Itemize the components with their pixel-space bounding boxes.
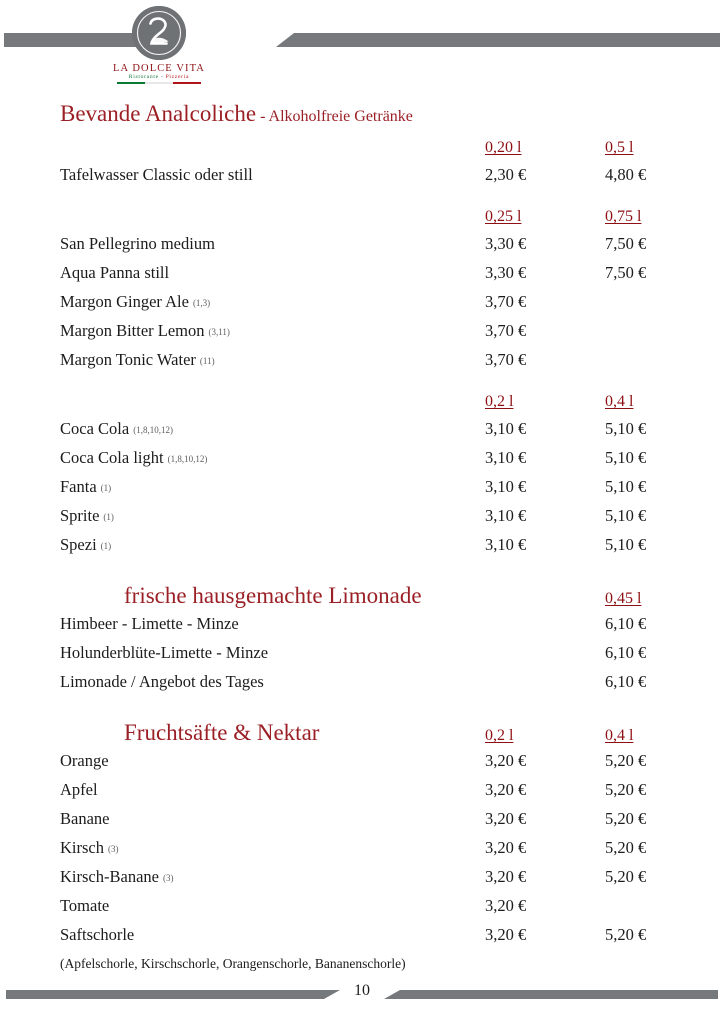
item-allergens: (3)	[108, 844, 119, 854]
item-price-2: 5,20 €	[605, 780, 647, 799]
menu-item-row[interactable]	[0, 350, 724, 379]
section-title-bevande	[60, 102, 485, 125]
item-price-1: 2,30 €	[485, 165, 527, 184]
menu-item-row[interactable]	[0, 780, 724, 809]
item-name: Tafelwasser Classic oder still	[60, 165, 253, 184]
item-name: Aqua Panna still	[60, 263, 170, 282]
menu-item-row[interactable]	[0, 477, 724, 506]
item-price-1: 3,70 €	[485, 350, 527, 369]
menu-item-row[interactable]	[0, 925, 724, 954]
item-name: Margon Bitter Lemon (3,11)	[60, 321, 230, 340]
item-name: Limonade / Angebot des Tages	[60, 672, 264, 691]
menu-item-row[interactable]	[0, 448, 724, 477]
item-allergens: (1)	[103, 512, 114, 522]
logo-wordmark: LA DOLCE VITA	[112, 63, 205, 74]
item-name: Saftschorle	[60, 925, 135, 944]
item-name: Sprite (1)	[60, 506, 114, 525]
item-name: Himbeer - Limette - Minze	[60, 614, 239, 633]
item-price-2: 5,10 €	[605, 535, 647, 554]
menu-item-row[interactable]	[0, 751, 724, 780]
item-price-2: 4,80 €	[605, 165, 647, 184]
item-price-1: 3,30 €	[485, 234, 527, 253]
item-name: Orange	[60, 751, 109, 770]
logo-tagline	[106, 75, 212, 81]
item-allergens: (3)	[162, 873, 174, 883]
item-price-2: 6,10 €	[605, 643, 647, 662]
item-price-1: 3,10 €	[485, 419, 527, 438]
page-footer	[0, 980, 724, 1010]
item-name: Margon Tonic Water (11)	[60, 350, 215, 369]
item-price-1: 3,10 €	[485, 535, 527, 554]
item-price-1: 3,70 €	[485, 292, 527, 311]
page-number: 10	[354, 982, 370, 999]
item-price-1: 3,20 €	[485, 867, 527, 886]
item-name: Holunderblüte-Limette - Minze	[60, 643, 269, 662]
menu-item-row[interactable]	[0, 838, 724, 867]
menu-item-row[interactable]	[0, 292, 724, 321]
price-header-row	[0, 208, 724, 234]
item-price-2: 5,10 €	[605, 419, 647, 438]
volume-header-1: 0,20 l	[485, 139, 522, 156]
item-name: Kirsch (3)	[60, 838, 119, 857]
item-price-2: 5,20 €	[605, 925, 647, 944]
item-allergens: (11)	[199, 356, 215, 366]
volume-header-2: 0,5 l	[605, 139, 634, 156]
item-allergens: (1,3)	[192, 298, 211, 308]
item-allergens: (1,8,10,12)	[133, 425, 173, 435]
item-name: Apfel	[60, 780, 98, 799]
item-allergens: (1)	[100, 483, 112, 493]
header-rule-right	[294, 33, 720, 47]
volume-header-1: 0,2 l	[485, 393, 514, 410]
volume-header-1: 0,2 l	[485, 727, 514, 744]
menu-item-row[interactable]	[0, 896, 724, 925]
item-price-2: 5,10 €	[605, 506, 647, 525]
section-title-main: Bevande Analcoliche	[60, 101, 257, 126]
item-price-1: 3,20 €	[485, 809, 527, 828]
menu-item-row[interactable]	[0, 809, 724, 838]
restaurant-logo	[106, 6, 212, 84]
item-name: Coca Cola light (1,8,10,12)	[60, 448, 208, 467]
item-price-2: 5,20 €	[605, 809, 647, 828]
item-price-2: 5,20 €	[605, 838, 647, 857]
menu-item-row[interactable]	[0, 506, 724, 535]
swan-monogram-icon	[132, 6, 186, 60]
item-price-1: 3,20 €	[485, 780, 527, 799]
menu-item-row[interactable]	[0, 419, 724, 448]
item-allergens: (1)	[100, 541, 112, 551]
item-price-1: 3,10 €	[485, 506, 527, 525]
menu-item-row[interactable]	[0, 165, 724, 194]
section-title-limonade: frische hausgemachte Limonade	[124, 583, 422, 608]
item-name: Coca Cola (1,8,10,12)	[60, 419, 173, 438]
italian-flag-rule	[117, 82, 201, 84]
volume-header-2: 0,4 l	[605, 393, 634, 410]
menu-item-row[interactable]	[0, 614, 724, 643]
volume-header-1: 0,25 l	[485, 208, 522, 225]
saftschorle-footnote: (Apfelschorle, Kirschschorle, Orangenschorle, Bananenschorle)	[60, 956, 406, 971]
item-price-2: 5,20 €	[605, 867, 647, 886]
page-header	[0, 0, 724, 92]
item-price-1: 3,20 €	[485, 896, 527, 915]
item-price-1: 3,10 €	[485, 448, 527, 467]
item-price-1: 3,70 €	[485, 321, 527, 340]
price-header-row	[0, 393, 724, 419]
item-name: Tomate	[60, 896, 110, 915]
volume-header-limonade: 0,45 l	[605, 590, 642, 607]
logo-tagline-ristorante: Ristorante	[128, 74, 159, 80]
item-price-2: 6,10 €	[605, 672, 647, 691]
item-price-2: 5,10 €	[605, 448, 647, 467]
volume-header-2: 0,75 l	[605, 208, 642, 225]
item-price-1: 3,20 €	[485, 838, 527, 857]
item-price-1: 3,10 €	[485, 477, 527, 496]
logo-tagline-separator: -	[158, 74, 166, 80]
item-allergens: (1,8,10,12)	[167, 454, 208, 464]
price-header-row	[0, 139, 724, 165]
item-name: Banane	[60, 809, 110, 828]
item-name: Kirsch-Banane (3)	[60, 867, 174, 886]
item-price-1: 3,20 €	[485, 751, 527, 770]
item-price-2: 6,10 €	[605, 614, 647, 633]
menu-item-row[interactable]	[0, 321, 724, 350]
item-name: Margon Ginger Ale (1,3)	[60, 292, 211, 311]
menu-item-row[interactable]	[0, 234, 724, 263]
item-price-1: 3,20 €	[485, 925, 527, 944]
menu-item-row[interactable]	[0, 867, 724, 896]
section-header-limonade	[0, 578, 724, 608]
volume-header-2: 0,4 l	[605, 727, 634, 744]
logo-tagline-pizzeria: Pizzeria	[165, 74, 190, 80]
item-allergens: (3,11)	[208, 327, 230, 337]
menu-content	[0, 92, 724, 971]
menu-item-row[interactable]	[0, 672, 724, 701]
section-header-fruchtsaefte	[0, 719, 724, 745]
item-price-2: 5,20 €	[605, 751, 647, 770]
item-name: San Pellegrino medium	[60, 234, 215, 253]
section-header-bevande	[0, 102, 724, 125]
section-title-sub: - Alkoholfreie Getränke	[256, 108, 413, 125]
menu-item-row[interactable]	[0, 263, 724, 292]
item-price-2: 7,50 €	[605, 263, 647, 282]
item-price-2: 5,10 €	[605, 477, 647, 496]
item-price-2: 7,50 €	[605, 234, 647, 253]
item-name: Spezi (1)	[60, 535, 112, 554]
item-name: Fanta (1)	[60, 477, 112, 496]
menu-item-row[interactable]	[0, 535, 724, 564]
menu-item-row[interactable]	[0, 643, 724, 672]
item-price-1: 3,30 €	[485, 263, 527, 282]
section-title-fruchtsaefte: Fruchtsäfte & Nektar	[124, 720, 320, 745]
